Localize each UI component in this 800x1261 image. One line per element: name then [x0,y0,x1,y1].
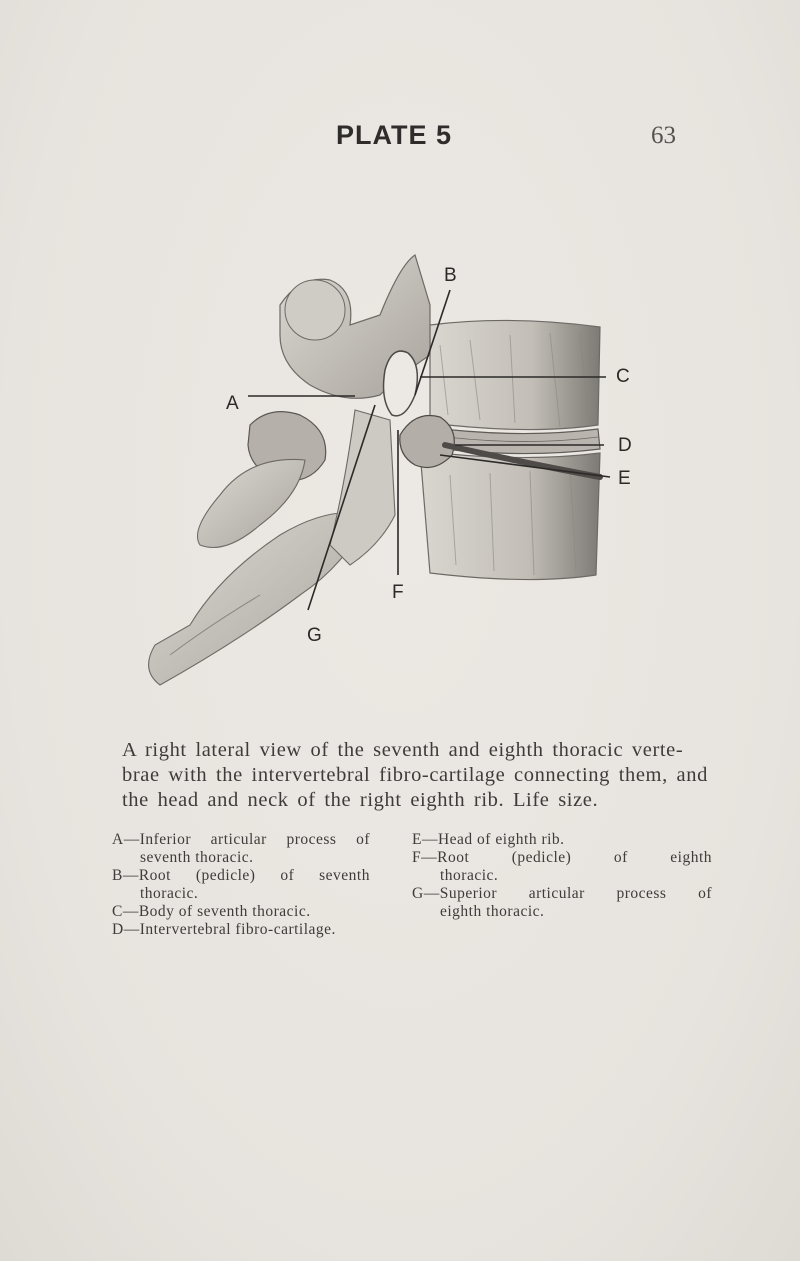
legend-entry-text: F—Root (pedicle) of eighth [412,849,712,866]
legend-entry-text: thoracic. [440,867,499,884]
legend-right-column [412,831,712,921]
label-e: E [618,468,631,489]
legend-entry-text: eighth thoracic. [440,903,545,920]
lower-arch [330,410,395,565]
caption-line: brae with the intervertebral fibro-cartilage connecting them, and [122,764,708,786]
label-b: B [444,265,457,286]
label-f: F [392,582,404,603]
label-a: A [226,393,239,414]
legend-entry-d [112,921,370,939]
legend-left-column [112,831,370,939]
page-number: 63 [651,122,676,149]
caption-line: A right lateral view of the seventh and eighth thoracic verte- [122,739,684,761]
legend-entry-text: thoracic. [140,885,199,902]
legend-entry-text: D—Intervertebral fibro-cartilage. [112,921,336,938]
legend-entry-f [412,849,712,885]
label-g: G [307,625,322,646]
legend-entry-text: E—Head of eighth rib. [412,831,565,848]
legend-entry-c [112,903,370,921]
legend-entry-b [112,867,370,903]
legend-entry-text: G—Superior articular process of [412,885,712,902]
legend-entry-text: C—Body of seventh thoracic. [112,903,311,920]
legend-entry-text: seventh thoracic. [140,849,254,866]
plate-title: PLATE 5 [336,120,453,150]
caption-line: the head and neck of the right eighth rib. Life size. [122,789,599,811]
legend-entry-text: A—Inferior articular process of [112,831,370,848]
vertebrae-illustration [130,245,650,700]
vertebral-body-seventh [430,320,600,429]
figure-caption [122,738,710,813]
legend-entry-e [412,831,712,849]
legend-entry-a [112,831,370,867]
legend-entry-text: B—Root (pedicle) of seventh [112,867,370,884]
label-d: D [618,435,632,456]
legend-entry-g [412,885,712,921]
intervertebral-foramen [384,351,418,416]
label-c: C [616,366,630,387]
